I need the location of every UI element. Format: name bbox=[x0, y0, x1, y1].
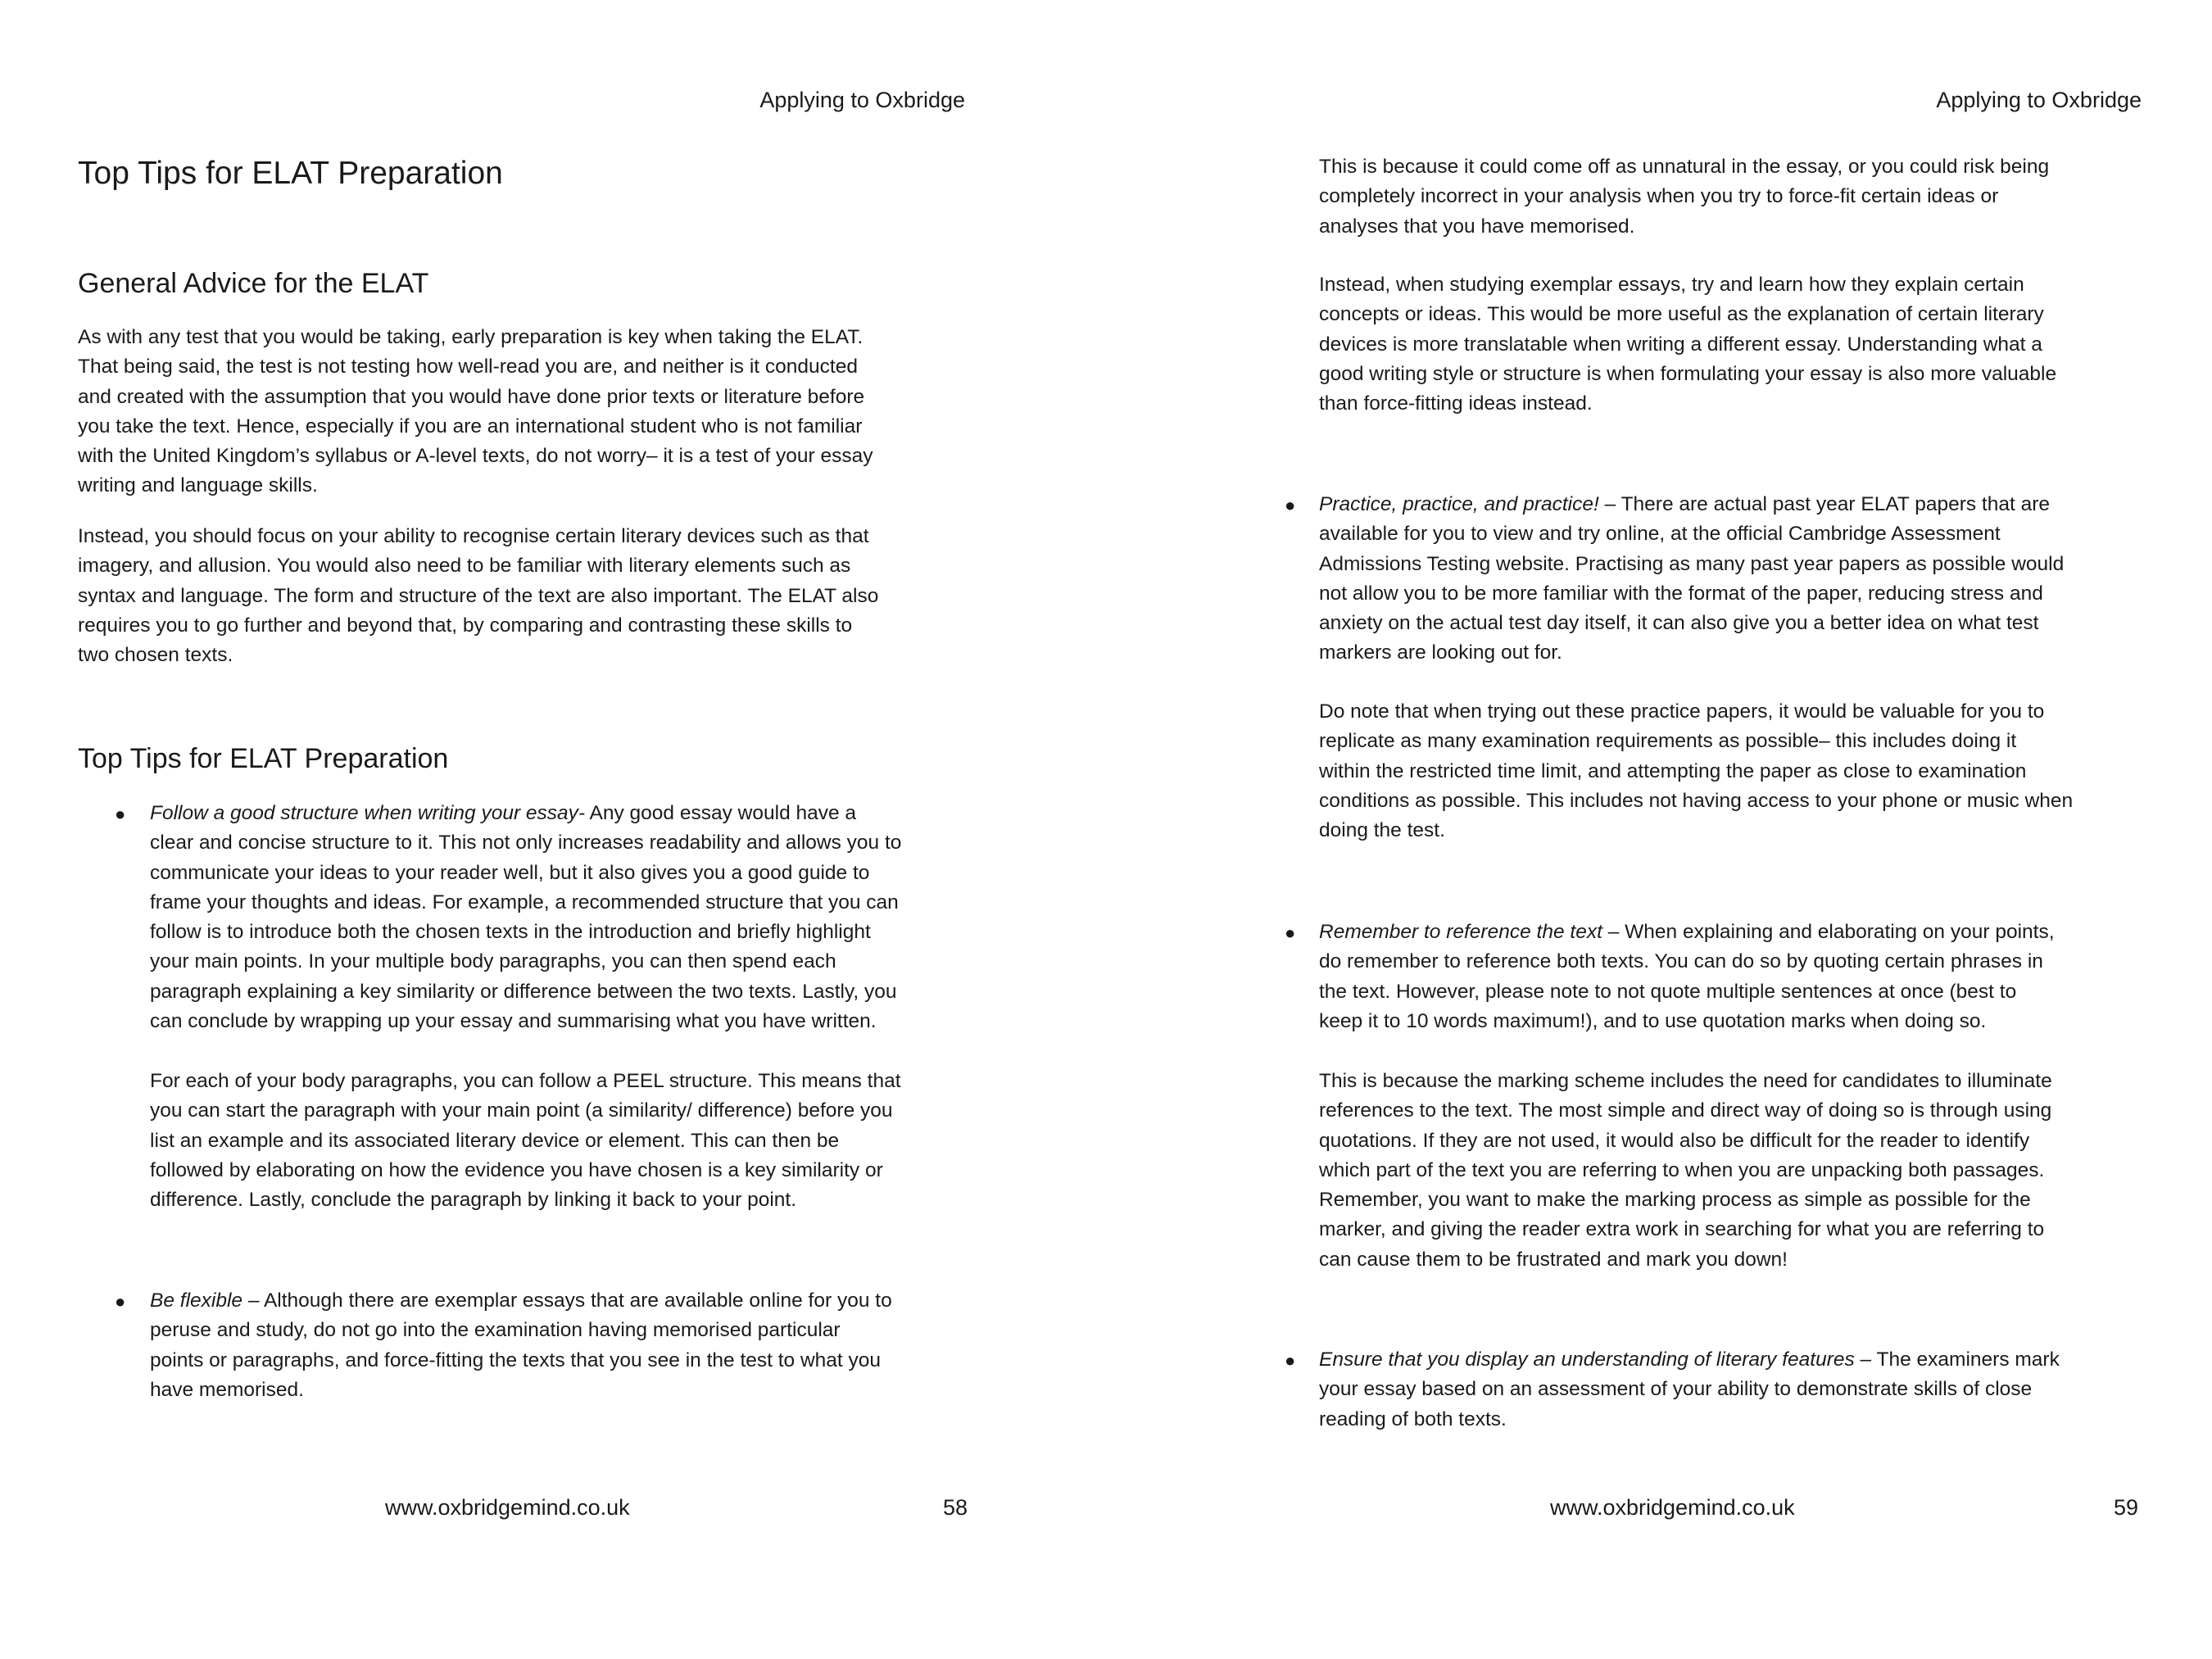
bullet-icon: ● bbox=[1285, 922, 1296, 943]
section-heading-general: General Advice for the ELAT bbox=[78, 268, 429, 299]
tip-4-body: – When explaining and elaborating on your points, do remember to reference both texts. You can do so by quoting certain phrases in the text. However, please note to not quote multiple sentences at once (best to keep it to 10 words maximum!), and to use quotation marks when doing so. bbox=[1319, 921, 2055, 1032]
tip-1-lead: Follow a good structure when writing your essay- bbox=[150, 802, 586, 824]
general-paragraph-2: Instead, you should focus on your ability to recognise certain literary devices such as that imagery, and allusion. You would also need to be familiar with literary elements such as syntax and language. The form and structure of the text are also important. The ELAT also requires you to go further and beyond that, by comparing and contrasting these skills to two chosen texts. bbox=[78, 525, 879, 667]
tip-5-lead: Ensure that you display an understanding of literary features – bbox=[1319, 1349, 1872, 1371]
tip-4-lead: Remember to reference the text bbox=[1319, 921, 1602, 943]
bullet-icon: ● bbox=[115, 804, 126, 824]
bullet-icon: ● bbox=[1285, 1350, 1296, 1371]
tip-3-paragraph bbox=[1319, 490, 2064, 669]
page-number: 59 bbox=[2114, 1495, 2139, 1520]
tip-2-body: Although there are exemplar essays that are available online for you to peruse and study, do not go into the examination having memorised particular points or paragraphs, and force-fitting the texts that you see in the test to what you have memorised. bbox=[150, 1290, 892, 1401]
tip-1-paragraph bbox=[150, 799, 901, 1036]
tip-3-paragraph-2: Do note that when trying out these practice papers, it would be valuable for you to replicate as many examination requirements as possible– this includes doing it within the restricted time limit, and attempting the paper as close to examination conditions as possible. This includes not having access to your phone or music when doing the test. bbox=[1319, 700, 2074, 842]
running-head: Applying to Oxbridge bbox=[1936, 88, 2142, 112]
tip-4-paragraph bbox=[1319, 918, 2055, 1036]
tip-1-body: Any good essay would have a clear and concise structure to it. This not only increases readability and allows you to communicate your ideas to your reader well, but it also gives you a good guide to frame your thoughts and ideas. For example, a recommended structure that you can follow is to introduce both the chosen texts in the introduction and briefly highlight your main points. In your multiple body paragraphs, you can then spend each paragraph explaining a key similarity or difference between the two texts. Lastly, you can conclude by wrapping up your essay and summarising what you have written. bbox=[150, 802, 902, 1033]
tip-1-paragraph-2: For each of your body paragraphs, you can follow a PEEL structure. This means that you can start the paragraph with your main point (a similarity/ difference) before you list an example and its associated literary device or element. This can then be followed by elaborating on how the evidence you have chosen is a key similarity or difference. Lastly, conclude the paragraph by linking it back to your point. bbox=[150, 1070, 901, 1212]
bullet-icon: ● bbox=[115, 1291, 126, 1312]
general-paragraph-1: As with any test that you would be taking, early preparation is key when taking the ELAT. That being said, the test is not testing how well-read you are, and neither is it conducted and created with the assumption that you would have done prior texts or literature before you take the text. Hence, especially if you are an international student who is not familiar with the United Kingdom’s syllabus or A-level texts, do not worry– it is a test of your essay writing and language skills. bbox=[78, 326, 873, 497]
section-heading-tips: Top Tips for ELAT Preparation bbox=[78, 743, 449, 774]
footer-url: www.oxbridgemind.co.uk bbox=[385, 1495, 630, 1520]
tip-2-continued-paragraph-2: Instead, when studying exemplar essays, try and learn how they explain certain concepts or ideas. This would be more useful as the explanation of certain literary devices is more translatable when writing a different essay. Understanding what a good writing style or structure is when formulating your essay is also more valuable than force-fitting ideas instead. bbox=[1319, 274, 2057, 415]
tip-3-body: – There are actual past year ELAT papers that are available for you to view and try online, at the official Cambridge Assessment Admissions Testing website. Practising as many past year papers as possible would not allow you to be more familiar with the format of the paper, reducing stress and anxiety on the actual test day itself, it can also give you a better idea on what test markers are looking out for. bbox=[1319, 493, 2065, 664]
tip-5-paragraph bbox=[1319, 1345, 2060, 1435]
footer-url: www.oxbridgemind.co.uk bbox=[1550, 1495, 1795, 1520]
tip-4-paragraph-2: This is because the marking scheme includes the need for candidates to illuminate references to the text. The most simple and direct way of doing so is through using quotations. If they are not used, it would also be difficult for the reader to identify which part of the text you are referring to when you are unpacking both passages. Remember, you want to make the marking process as simple as possible for the marker, and giving the reader extra work in searching for what you are referring to can cause them to be frustrated and mark you down! bbox=[1319, 1070, 2052, 1271]
tip-2-paragraph bbox=[150, 1286, 892, 1405]
bullet-icon: ● bbox=[1285, 495, 1296, 515]
tip-2-continued-paragraph-1: This is because it could come off as unnatural in the essay, or you could risk being completely incorrect in your analysis when you try to force-fit certain ideas or analyses that you have memorised. bbox=[1319, 156, 2050, 238]
tip-5-body: The examiners mark your essay based on an assessment of your ability to demonstrate skills of close reading of both texts. bbox=[1319, 1349, 2060, 1430]
page-number: 58 bbox=[943, 1495, 968, 1520]
right-page bbox=[1106, 0, 2212, 1659]
running-head: Applying to Oxbridge bbox=[759, 88, 965, 112]
tip-3-lead: Practice, practice, and practice! bbox=[1319, 493, 1599, 515]
tip-2-lead: Be flexible – bbox=[150, 1290, 260, 1312]
page-title: Top Tips for ELAT Preparation bbox=[78, 156, 503, 191]
